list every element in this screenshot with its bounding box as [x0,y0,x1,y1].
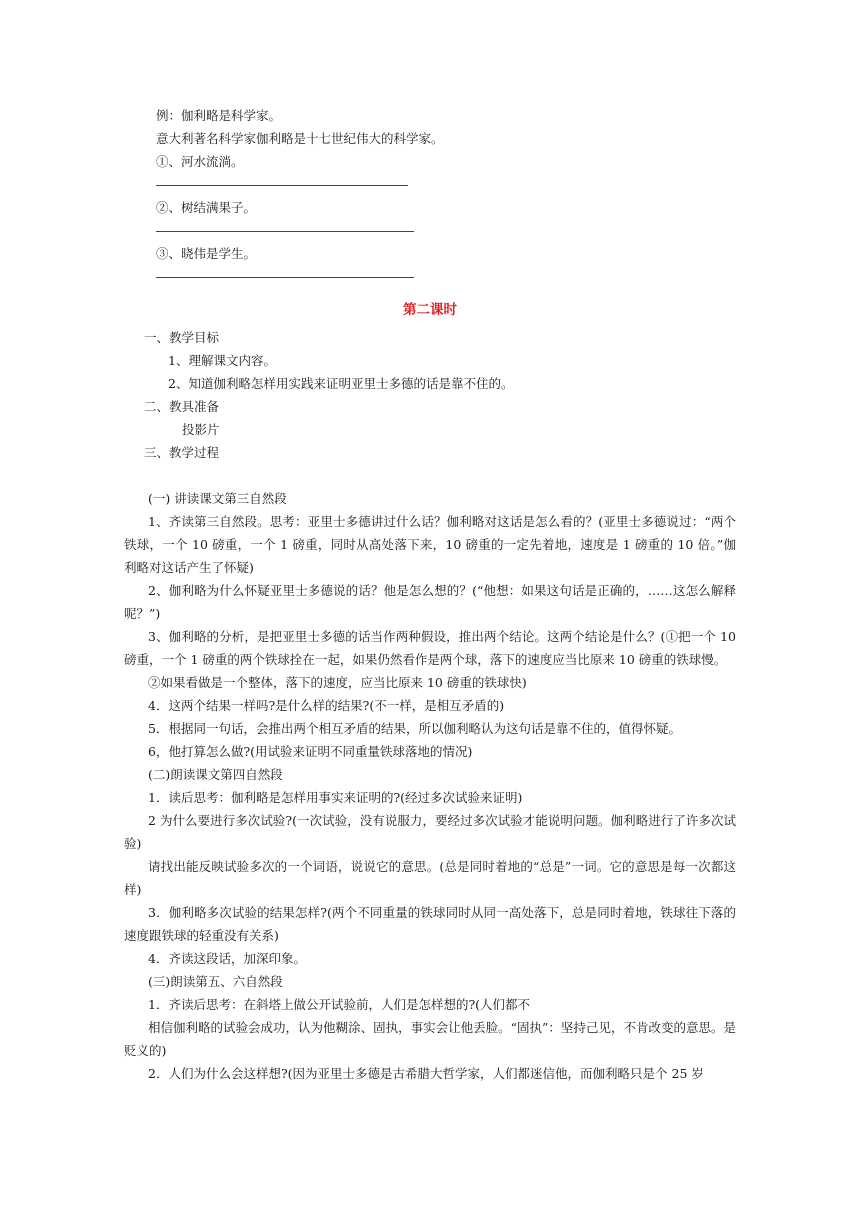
example-label: 例：伽利略是科学家。 [156,108,282,123]
goals-heading: 一、教学目标 [144,330,220,345]
document-body [124,104,736,1085]
exercise-3: ③、晓伟是学生。 [156,246,257,261]
part2-paragraph-3: 请找出能反映试验多次的一个词语，说说它的意思。(总是同时着地的“总是”一词。它的意思是每一次都这样) [124,859,736,897]
spacer [124,464,736,487]
exercise-1: ①、河水流淌。 [156,154,244,169]
exercise-2: ②、树结满果子。 [156,200,257,215]
part2-paragraph-1: 1．读后思考：伽利略是怎样用事实来证明的?(经过多次试验来证明) [148,790,523,805]
goal-item-2: 2、知道伽利略怎样用实践来证明亚里士多德的话是靠不住的。 [168,376,514,391]
part2-heading: (二)朗读课文第四自然段 [148,767,283,782]
part1-heading: (一) 讲读课文第三自然段 [148,491,287,506]
process-heading: 三、教学过程 [144,445,220,460]
answer-line-3 [156,265,414,278]
part1-paragraph-4: ②如果看做是一个整体，落下的速度，应当比原来 10 磅重的铁球快) [148,675,527,690]
answer-line-2 [156,219,414,232]
part1-paragraph-3: 3、伽利略的分析，是把亚里士多德的话当作两种假设，推出两个结论。这两个结论是什么？(①把一个 10 磅重，一个 1 磅重的两个铁球拴在一起，如果仍然看作是两个球，落下的速度应当比原来 10 磅重的铁球慢。 [124,629,736,667]
answer-line-1 [156,173,408,186]
part3-paragraph-3: 2．人们为什么会这样想?(因为亚里士多德是古希腊大哲学家，人们都迷信他，而伽利略只是个 25 岁 [148,1066,704,1081]
part1-paragraph-1: 1、齐读第三自然段。思考：亚里士多德讲过什么话？伽利略对这话是怎么看的？(亚里士多德说过：“两个铁球，一个 10 磅重，一个 1 磅重，同时从高处落下来，10 磅重的一定先着地，速度是 1 磅重的 10 倍。”伽利略对这话产生了怀疑) [124,514,736,575]
part2-paragraph-4: 3．伽利略多次试验的结果怎样?(两个不同重量的铁球同时从同一高处落下，总是同时着地，铁球往下落的速度跟铁球的轻重没有关系) [124,905,736,943]
lesson-title: 第二课时 [403,302,457,318]
part3-paragraph-1: 1．齐读后思考：在斜塔上做公开试验前，人们是怎样想的?(人们都不 [148,997,531,1012]
part2-paragraph-2: 2 为什么要进行多次试验?(一次试验，没有说服力，要经过多次试验才能说明问题。伽利略进行了许多次试验) [124,813,736,851]
part3-heading: (三)朗读第五、六自然段 [148,974,283,989]
example-expanded: 意大利著名科学家伽利略是十七世纪伟大的科学家。 [156,131,444,146]
part1-paragraph-6: 5．根据同一句话，会推出两个相互矛盾的结果，所以伽利略认为这句话是靠不住的，值得怀疑。 [148,721,681,736]
prep-heading: 二、教具准备 [144,399,220,414]
part1-paragraph-5: 4．这两个结果一样吗?是什么样的结果?(不一样，是相互矛盾的) [148,698,505,713]
goal-item-1: 1、理解课文内容。 [168,353,276,368]
part2-paragraph-5: 4．齐读这段话，加深印象。 [148,951,306,966]
part1-paragraph-7: 6，他打算怎么做?(用试验来证明不同重量铁球落地的情况) [148,744,473,759]
part3-paragraph-2: 相信伽利略的试验会成功，认为他糊涂、固执，事实会让他丢脸。“固执”：坚持己见，不肯改变的意思。是贬义的) [124,1020,736,1058]
part1-paragraph-2: 2、伽利略为什么怀疑亚里士多德说的话？他是怎么想的？(“他想：如果这句话是正确的，……这怎么解释呢？”) [124,583,736,621]
prep-item: 投影片 [182,422,220,437]
